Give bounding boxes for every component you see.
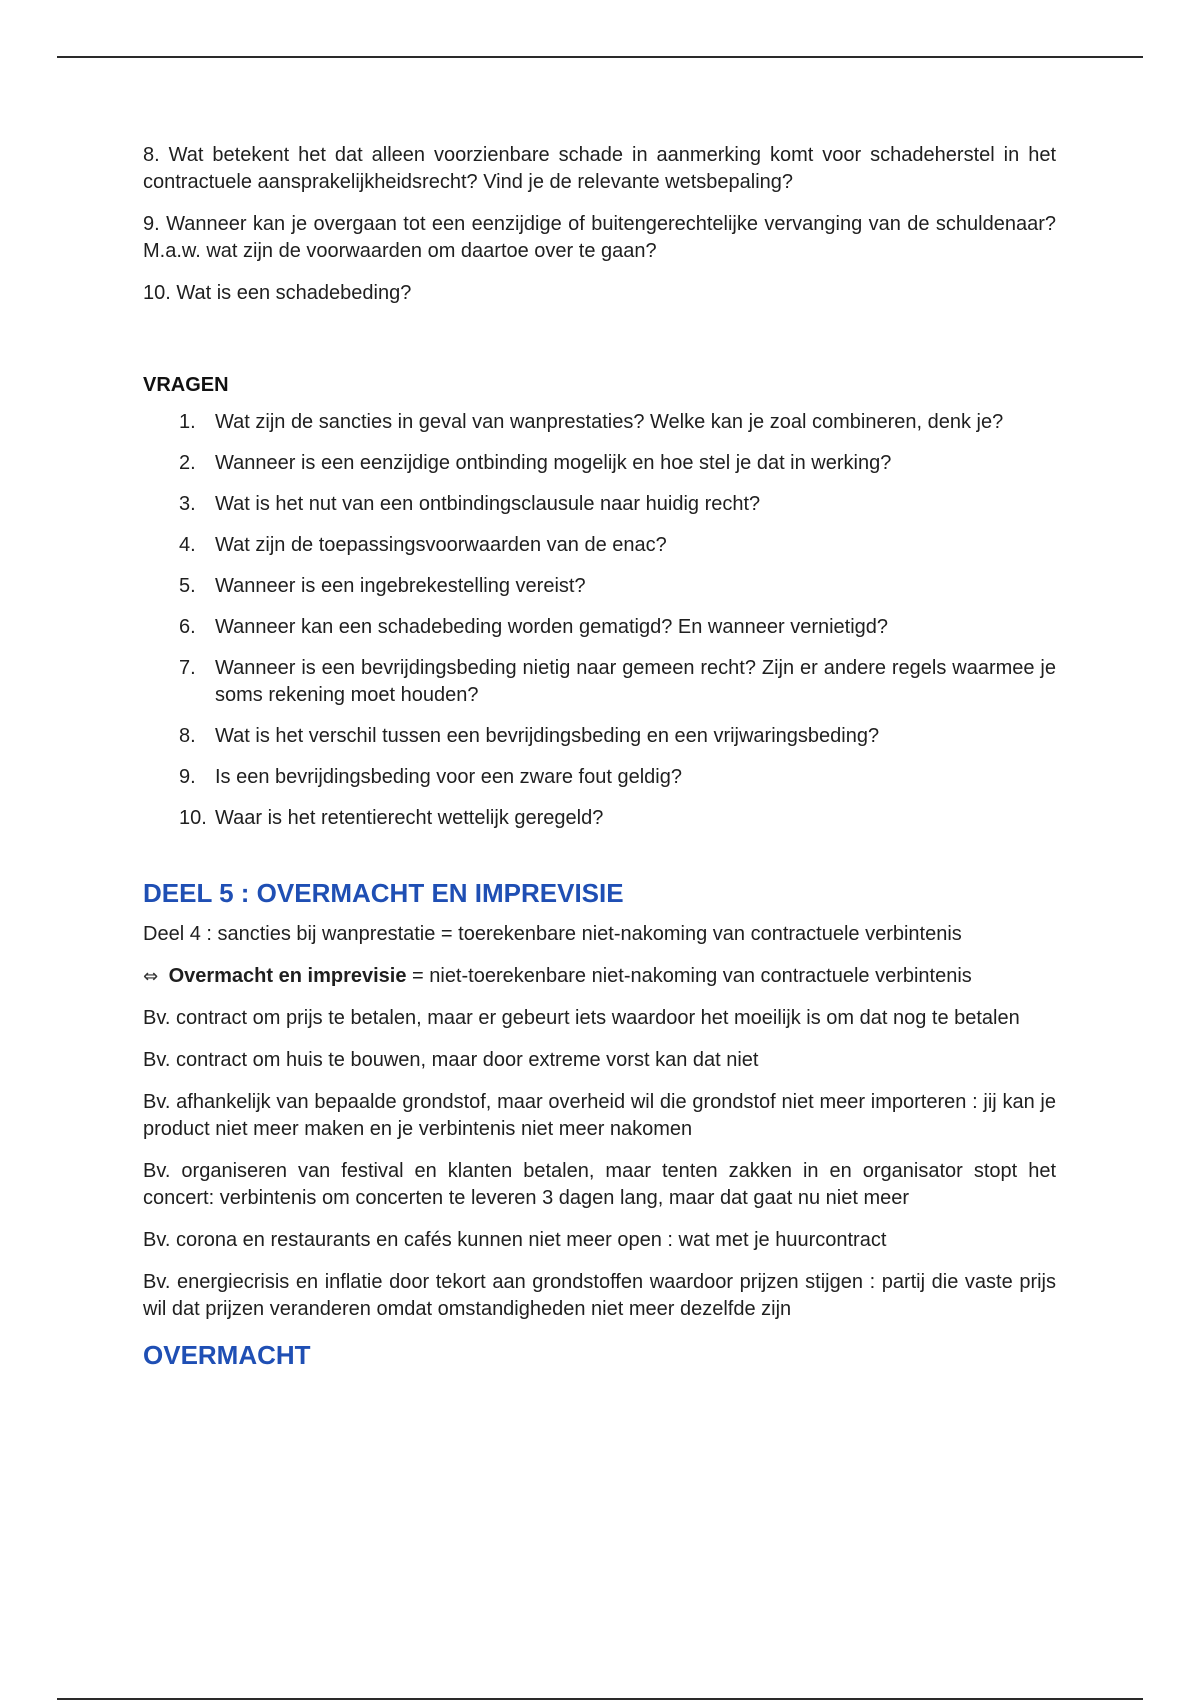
list-item-number: 8. [179, 725, 196, 747]
header-rule [57, 56, 1143, 58]
example-paragraph: Bv. contract om huis te bouwen, maar door extreme vorst kan dat niet [143, 1049, 759, 1071]
list-item-number: 4. [179, 534, 196, 556]
list-item [143, 655, 1056, 709]
list-item-text: Is een bevrijdingsbeding voor een zware fout geldig? [215, 766, 682, 788]
list-item [143, 723, 1056, 750]
equivalence-arrow-icon: ⇔ [143, 966, 159, 987]
intro-question-10: 10. Wat is een schadebeding? [143, 282, 412, 304]
list-item-text: Wanneer is een ingebrekestelling vereist? [215, 575, 586, 597]
list-item-text: Wat zijn de sancties in geval van wanprestaties? Welke kan je zoal combineren, denk je? [215, 411, 1004, 433]
list-item [143, 409, 1056, 436]
list-item-number: 9. [179, 766, 196, 788]
intro-question-8: 8. Wat betekent het dat alleen voorzienbare schade in aanmerking komt voor schadeherstel in het contractuele aansprakelijkheidsrecht? Vind je de relevante wetsbepaling? [143, 144, 1056, 193]
list-item [143, 573, 1056, 600]
spacer [143, 846, 1056, 876]
list-item-number: 2. [179, 452, 196, 474]
vragen-heading: VRAGEN [143, 374, 229, 396]
list-item-number: 7. [179, 657, 196, 679]
list-item [143, 491, 1056, 518]
example-paragraph: Bv. corona en restaurants en cafés kunnen niet meer open : wat met je huurcontract [143, 1229, 887, 1251]
list-item-text: Wanneer kan een schadebeding worden gematigd? En wanneer vernietigd? [215, 616, 889, 638]
example-paragraph: Bv. afhankelijk van bepaalde grondstof, maar overheid wil die grondstof niet meer importeren : jij kan je product niet meer maken en je verbintenis niet meer nakomen [143, 1091, 1056, 1140]
list-item [143, 614, 1056, 641]
example-paragraph: Bv. contract om prijs te betalen, maar er gebeurt iets waardoor het moeilijk is om dat nog te betalen [143, 1007, 1020, 1029]
list-item [143, 532, 1056, 559]
document-body [143, 142, 1056, 1383]
spacer [143, 322, 1056, 372]
example-paragraph: Bv. organiseren van festival en klanten betalen, maar tenten zakken in en organisator stopt het concert: verbintenis om concerten te leveren 3 dagen lang, maar dat gaat nu niet meer [143, 1160, 1056, 1209]
vragen-list [143, 409, 1056, 832]
example-paragraph: Bv. energiecrisis en inflatie door tekort aan grondstoffen waardoor prijzen stijgen : partij die vaste prijs wil dat prijzen veranderen omdat omstandigheden niet meer dezelfde zijn [143, 1271, 1056, 1320]
deel5-heading: DEEL 5 : OVERMACHT EN IMPREVISIE [143, 878, 624, 908]
list-item-text: Wat is het nut van een ontbindingsclausule naar huidig recht? [215, 493, 761, 515]
overmacht-heading: OVERMACHT [143, 1340, 311, 1370]
list-item-number: 10. [179, 807, 207, 829]
definition-rest: = niet-toerekenbare niet-nakoming van contractuele verbintenis [406, 965, 972, 987]
list-item [143, 764, 1056, 791]
list-item-text: Wanneer is een eenzijdige ontbinding mogelijk en hoe stel je dat in werking? [215, 452, 892, 474]
list-item-text: Wat is het verschil tussen een bevrijdingsbeding en een vrijwaringsbeding? [215, 725, 880, 747]
deel5-intro: Deel 4 : sancties bij wanprestatie = toerekenbare niet-nakoming van contractuele verbintenis [143, 923, 962, 945]
list-item-text: Wanneer is een bevrijdingsbeding nietig naar gemeen recht? Zijn er andere regels waarmee je soms rekening moet houden? [215, 657, 1056, 706]
list-item-text: Waar is het retentierecht wettelijk geregeld? [215, 807, 604, 829]
deel5-definition [143, 963, 1056, 990]
list-item-number: 1. [179, 411, 196, 433]
list-item-number: 6. [179, 616, 196, 638]
list-item-text: Wat zijn de toepassingsvoorwaarden van de enac? [215, 534, 667, 556]
list-item-number: 5. [179, 575, 196, 597]
list-item [143, 450, 1056, 477]
list-item [143, 805, 1056, 832]
intro-question-9: 9. Wanneer kan je overgaan tot een eenzijdige of buitengerechtelijke vervanging van de schuldenaar? M.a.w. wat zijn de voorwaarden om daartoe over te gaan? [143, 213, 1056, 262]
list-item-number: 3. [179, 493, 196, 515]
definition-term: Overmacht en imprevisie [168, 965, 407, 987]
